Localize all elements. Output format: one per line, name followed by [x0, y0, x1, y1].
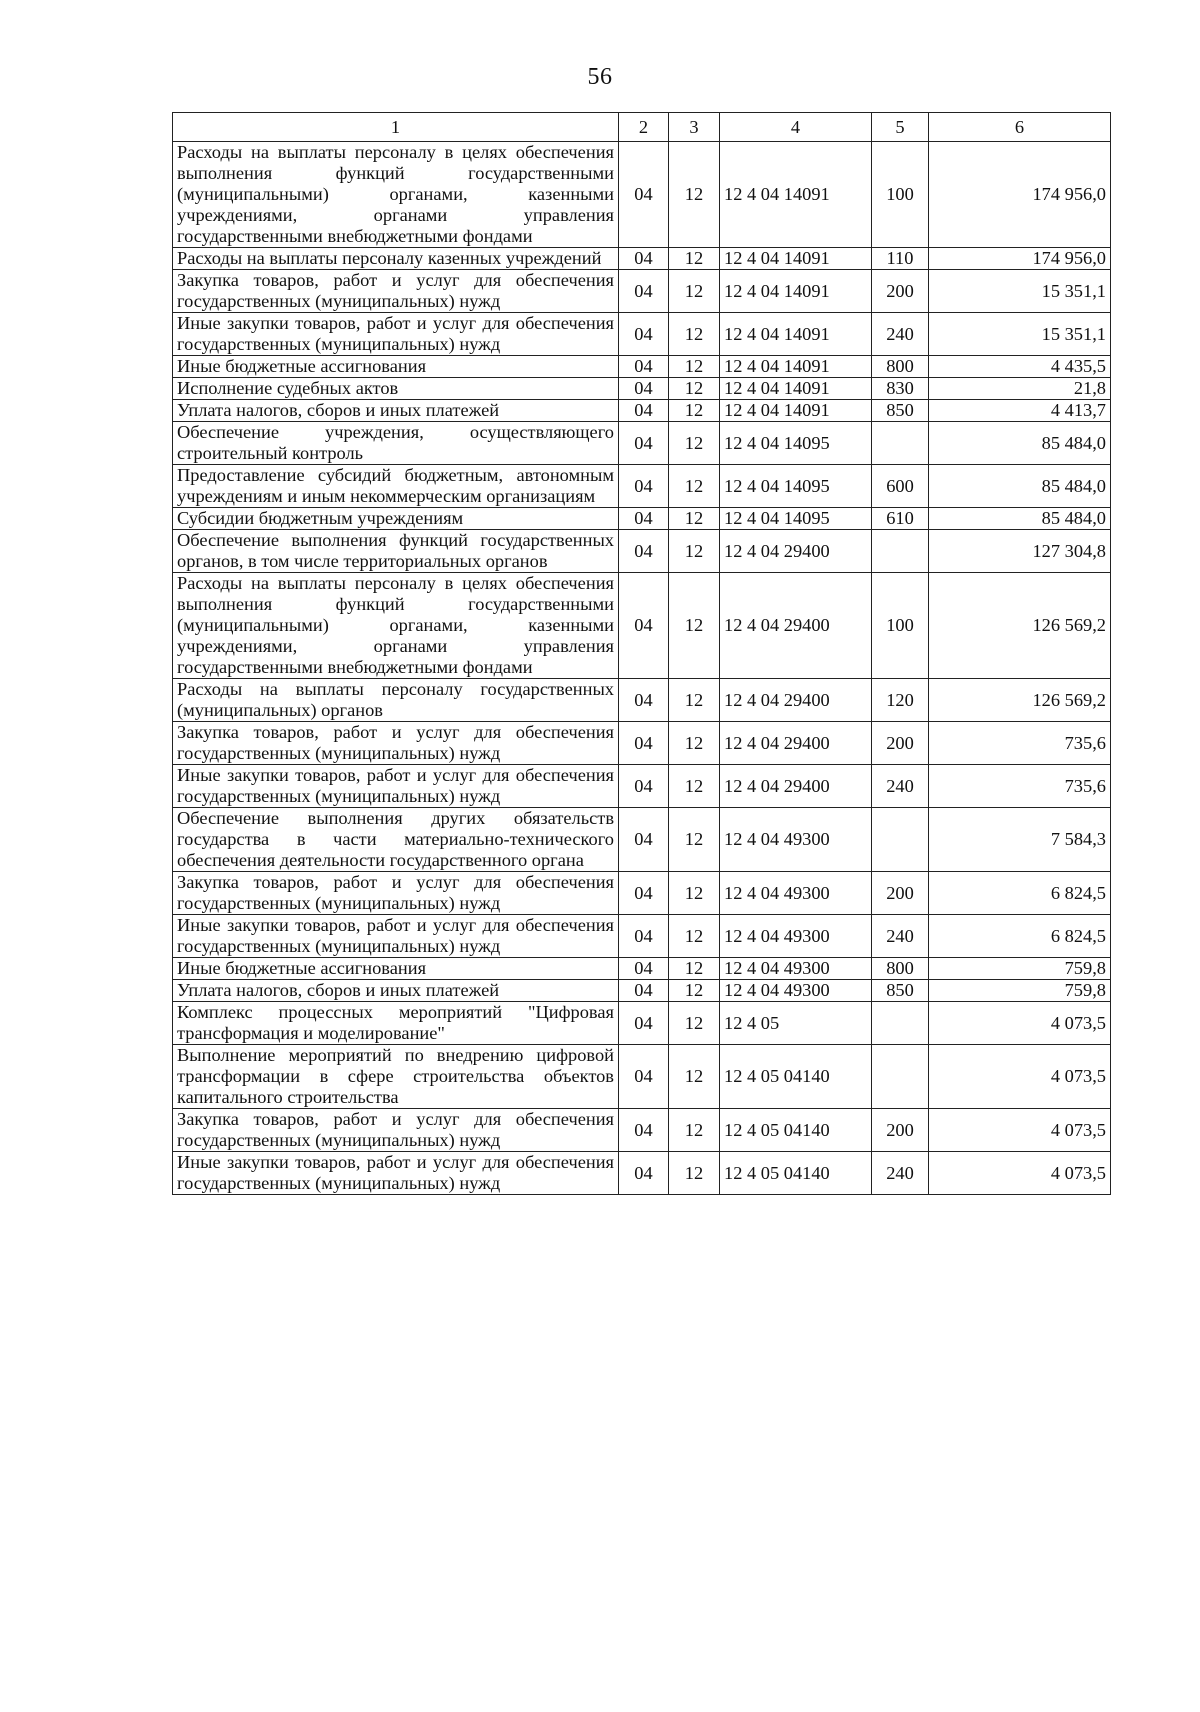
row-name-cell: Иные закупки товаров, работ и услуг для обеспечения государственных (муниципальных) нужд — [173, 313, 619, 356]
expense-type-cell: 200 — [872, 872, 929, 915]
subsection-code-cell: 12 — [669, 722, 720, 765]
target-item-cell: 12 4 04 14091 — [720, 142, 872, 248]
row-name-cell: Закупка товаров, работ и услуг для обеспечения государственных (муниципальных) нужд — [173, 872, 619, 915]
table-row — [173, 872, 1111, 915]
target-item-cell: 12 4 04 49300 — [720, 915, 872, 958]
table-row — [173, 808, 1111, 872]
amount-cell: 735,6 — [929, 722, 1111, 765]
target-item-cell: 12 4 04 14095 — [720, 465, 872, 508]
subsection-code-cell: 12 — [669, 313, 720, 356]
amount-cell: 21,8 — [929, 378, 1111, 400]
amount-cell: 174 956,0 — [929, 248, 1111, 270]
row-name-cell: Исполнение судебных актов — [173, 378, 619, 400]
table-row — [173, 1109, 1111, 1152]
section-code-cell: 04 — [619, 465, 669, 508]
section-code-cell: 04 — [619, 313, 669, 356]
section-code-cell: 04 — [619, 808, 669, 872]
row-name-cell: Иные бюджетные ассигнования — [173, 958, 619, 980]
amount-cell: 4 073,5 — [929, 1045, 1111, 1109]
row-name-cell: Обеспечение учреждения, осуществляющего строительный контроль — [173, 422, 619, 465]
subsection-code-cell: 12 — [669, 1109, 720, 1152]
page-number: 56 — [587, 64, 613, 90]
subsection-code-cell: 12 — [669, 530, 720, 573]
target-item-cell: 12 4 04 29400 — [720, 679, 872, 722]
column-header: 6 — [929, 113, 1111, 142]
subsection-code-cell: 12 — [669, 915, 720, 958]
amount-cell: 7 584,3 — [929, 808, 1111, 872]
column-header: 5 — [872, 113, 929, 142]
target-item-cell: 12 4 04 14091 — [720, 400, 872, 422]
target-item-cell: 12 4 04 14091 — [720, 378, 872, 400]
section-code-cell: 04 — [619, 765, 669, 808]
table-row — [173, 915, 1111, 958]
target-item-cell: 12 4 04 14091 — [720, 313, 872, 356]
amount-cell: 15 351,1 — [929, 270, 1111, 313]
expense-type-cell: 240 — [872, 1152, 929, 1195]
target-item-cell: 12 4 04 29400 — [720, 573, 872, 679]
section-code-cell: 04 — [619, 722, 669, 765]
subsection-code-cell: 12 — [669, 270, 720, 313]
expense-type-cell: 100 — [872, 142, 929, 248]
section-code-cell: 04 — [619, 872, 669, 915]
column-header: 3 — [669, 113, 720, 142]
table-row — [173, 508, 1111, 530]
amount-cell: 4 073,5 — [929, 1152, 1111, 1195]
subsection-code-cell: 12 — [669, 958, 720, 980]
table-row — [173, 530, 1111, 573]
amount-cell: 735,6 — [929, 765, 1111, 808]
subsection-code-cell: 12 — [669, 248, 720, 270]
section-code-cell: 04 — [619, 142, 669, 248]
row-name-cell: Субсидии бюджетным учреждениям — [173, 508, 619, 530]
section-code-cell: 04 — [619, 958, 669, 980]
target-item-cell: 12 4 04 29400 — [720, 530, 872, 573]
section-code-cell: 04 — [619, 270, 669, 313]
table-row — [173, 142, 1111, 248]
expense-type-cell — [872, 530, 929, 573]
section-code-cell: 04 — [619, 980, 669, 1002]
expense-type-cell — [872, 808, 929, 872]
subsection-code-cell: 12 — [669, 422, 720, 465]
expense-type-cell: 240 — [872, 313, 929, 356]
row-name-cell: Выполнение мероприятий по внедрению цифровой трансформации в сфере строительства объектов капитального строительства — [173, 1045, 619, 1109]
amount-cell: 127 304,8 — [929, 530, 1111, 573]
target-item-cell: 12 4 04 14095 — [720, 508, 872, 530]
section-code-cell: 04 — [619, 400, 669, 422]
table-header-row — [173, 113, 1111, 142]
amount-cell: 759,8 — [929, 958, 1111, 980]
target-item-cell: 12 4 05 04140 — [720, 1109, 872, 1152]
subsection-code-cell: 12 — [669, 400, 720, 422]
amount-cell: 4 413,7 — [929, 400, 1111, 422]
amount-cell: 85 484,0 — [929, 422, 1111, 465]
row-name-cell: Иные закупки товаров, работ и услуг для обеспечения государственных (муниципальных) нужд — [173, 1152, 619, 1195]
target-item-cell: 12 4 04 49300 — [720, 980, 872, 1002]
target-item-cell: 12 4 04 14091 — [720, 248, 872, 270]
section-code-cell: 04 — [619, 1109, 669, 1152]
section-code-cell: 04 — [619, 356, 669, 378]
target-item-cell: 12 4 05 — [720, 1002, 872, 1045]
amount-cell: 4 073,5 — [929, 1109, 1111, 1152]
table-row — [173, 1045, 1111, 1109]
table-row — [173, 980, 1111, 1002]
budget-table — [172, 112, 1111, 1195]
column-header: 4 — [720, 113, 872, 142]
expense-type-cell: 850 — [872, 980, 929, 1002]
section-code-cell: 04 — [619, 1002, 669, 1045]
table-row — [173, 1152, 1111, 1195]
amount-cell: 4 073,5 — [929, 1002, 1111, 1045]
column-header: 1 — [173, 113, 619, 142]
section-code-cell: 04 — [619, 1152, 669, 1195]
row-name-cell: Закупка товаров, работ и услуг для обеспечения государственных (муниципальных) нужд — [173, 270, 619, 313]
table-row — [173, 1002, 1111, 1045]
section-code-cell: 04 — [619, 378, 669, 400]
expense-type-cell: 200 — [872, 1109, 929, 1152]
amount-cell: 174 956,0 — [929, 142, 1111, 248]
expense-type-cell: 200 — [872, 722, 929, 765]
target-item-cell: 12 4 04 49300 — [720, 872, 872, 915]
amount-cell: 759,8 — [929, 980, 1111, 1002]
subsection-code-cell: 12 — [669, 465, 720, 508]
row-name-cell: Обеспечение выполнения функций государственных органов, в том числе территориальных органов — [173, 530, 619, 573]
table-row — [173, 270, 1111, 313]
subsection-code-cell: 12 — [669, 679, 720, 722]
expense-type-cell — [872, 422, 929, 465]
subsection-code-cell: 12 — [669, 356, 720, 378]
expense-type-cell: 100 — [872, 573, 929, 679]
row-name-cell: Уплата налогов, сборов и иных платежей — [173, 400, 619, 422]
amount-cell: 85 484,0 — [929, 465, 1111, 508]
amount-cell: 6 824,5 — [929, 872, 1111, 915]
subsection-code-cell: 12 — [669, 508, 720, 530]
row-name-cell: Расходы на выплаты персоналу государственных (муниципальных) органов — [173, 679, 619, 722]
row-name-cell: Расходы на выплаты персоналу в целях обеспечения выполнения функций государственными (муниципальными) органами, казенными учреждениями, органами управления государственными внебюджетными фондами — [173, 142, 619, 248]
table-row — [173, 765, 1111, 808]
section-code-cell: 04 — [619, 915, 669, 958]
target-item-cell: 12 4 04 14091 — [720, 356, 872, 378]
target-item-cell: 12 4 04 29400 — [720, 765, 872, 808]
target-item-cell: 12 4 04 14091 — [720, 270, 872, 313]
subsection-code-cell: 12 — [669, 980, 720, 1002]
table-row — [173, 356, 1111, 378]
expense-type-cell: 800 — [872, 958, 929, 980]
row-name-cell: Закупка товаров, работ и услуг для обеспечения государственных (муниципальных) нужд — [173, 1109, 619, 1152]
target-item-cell: 12 4 05 04140 — [720, 1152, 872, 1195]
section-code-cell: 04 — [619, 679, 669, 722]
subsection-code-cell: 12 — [669, 1152, 720, 1195]
subsection-code-cell: 12 — [669, 142, 720, 248]
row-name-cell: Уплата налогов, сборов и иных платежей — [173, 980, 619, 1002]
section-code-cell: 04 — [619, 1045, 669, 1109]
section-code-cell: 04 — [619, 248, 669, 270]
table-row — [173, 573, 1111, 679]
expense-type-cell: 200 — [872, 270, 929, 313]
subsection-code-cell: 12 — [669, 378, 720, 400]
target-item-cell: 12 4 04 29400 — [720, 722, 872, 765]
row-name-cell: Расходы на выплаты персоналу в целях обеспечения выполнения функций государственными (муниципальными) органами, казенными учреждениями, органами управления государственными внебюджетными фондами — [173, 573, 619, 679]
row-name-cell: Иные закупки товаров, работ и услуг для обеспечения государственных (муниципальных) нужд — [173, 765, 619, 808]
subsection-code-cell: 12 — [669, 808, 720, 872]
table-row — [173, 378, 1111, 400]
table-row — [173, 722, 1111, 765]
expense-type-cell: 850 — [872, 400, 929, 422]
expense-type-cell: 800 — [872, 356, 929, 378]
table-row — [173, 248, 1111, 270]
subsection-code-cell: 12 — [669, 1002, 720, 1045]
table-row — [173, 465, 1111, 508]
expense-type-cell: 600 — [872, 465, 929, 508]
amount-cell: 85 484,0 — [929, 508, 1111, 530]
section-code-cell: 04 — [619, 530, 669, 573]
row-name-cell: Иные бюджетные ассигнования — [173, 356, 619, 378]
subsection-code-cell: 12 — [669, 765, 720, 808]
amount-cell: 15 351,1 — [929, 313, 1111, 356]
amount-cell: 4 435,5 — [929, 356, 1111, 378]
expense-type-cell: 240 — [872, 915, 929, 958]
row-name-cell: Закупка товаров, работ и услуг для обеспечения государственных (муниципальных) нужд — [173, 722, 619, 765]
amount-cell: 126 569,2 — [929, 573, 1111, 679]
table-row — [173, 958, 1111, 980]
section-code-cell: 04 — [619, 508, 669, 530]
target-item-cell: 12 4 04 49300 — [720, 808, 872, 872]
table-row — [173, 422, 1111, 465]
expense-type-cell: 120 — [872, 679, 929, 722]
table-row — [173, 400, 1111, 422]
section-code-cell: 04 — [619, 573, 669, 679]
subsection-code-cell: 12 — [669, 872, 720, 915]
row-name-cell: Расходы на выплаты персоналу казенных учреждений — [173, 248, 619, 270]
subsection-code-cell: 12 — [669, 573, 720, 679]
row-name-cell: Комплекс процессных мероприятий "Цифровая трансформация и моделирование" — [173, 1002, 619, 1045]
expense-type-cell: 110 — [872, 248, 929, 270]
table-row — [173, 313, 1111, 356]
row-name-cell: Иные закупки товаров, работ и услуг для обеспечения государственных (муниципальных) нужд — [173, 915, 619, 958]
expense-type-cell — [872, 1002, 929, 1045]
table-body — [173, 142, 1111, 1195]
expense-type-cell: 830 — [872, 378, 929, 400]
column-header: 2 — [619, 113, 669, 142]
section-code-cell: 04 — [619, 422, 669, 465]
target-item-cell: 12 4 04 14095 — [720, 422, 872, 465]
subsection-code-cell: 12 — [669, 1045, 720, 1109]
amount-cell: 126 569,2 — [929, 679, 1111, 722]
target-item-cell: 12 4 05 04140 — [720, 1045, 872, 1109]
table-row — [173, 679, 1111, 722]
row-name-cell: Предоставление субсидий бюджетным, автономным учреждениям и иным некоммерческим организациям — [173, 465, 619, 508]
amount-cell: 6 824,5 — [929, 915, 1111, 958]
expense-type-cell — [872, 1045, 929, 1109]
row-name-cell: Обеспечение выполнения других обязательств государства в части материально-технического обеспечения деятельности государственного органа — [173, 808, 619, 872]
target-item-cell: 12 4 04 49300 — [720, 958, 872, 980]
expense-type-cell: 610 — [872, 508, 929, 530]
expense-type-cell: 240 — [872, 765, 929, 808]
